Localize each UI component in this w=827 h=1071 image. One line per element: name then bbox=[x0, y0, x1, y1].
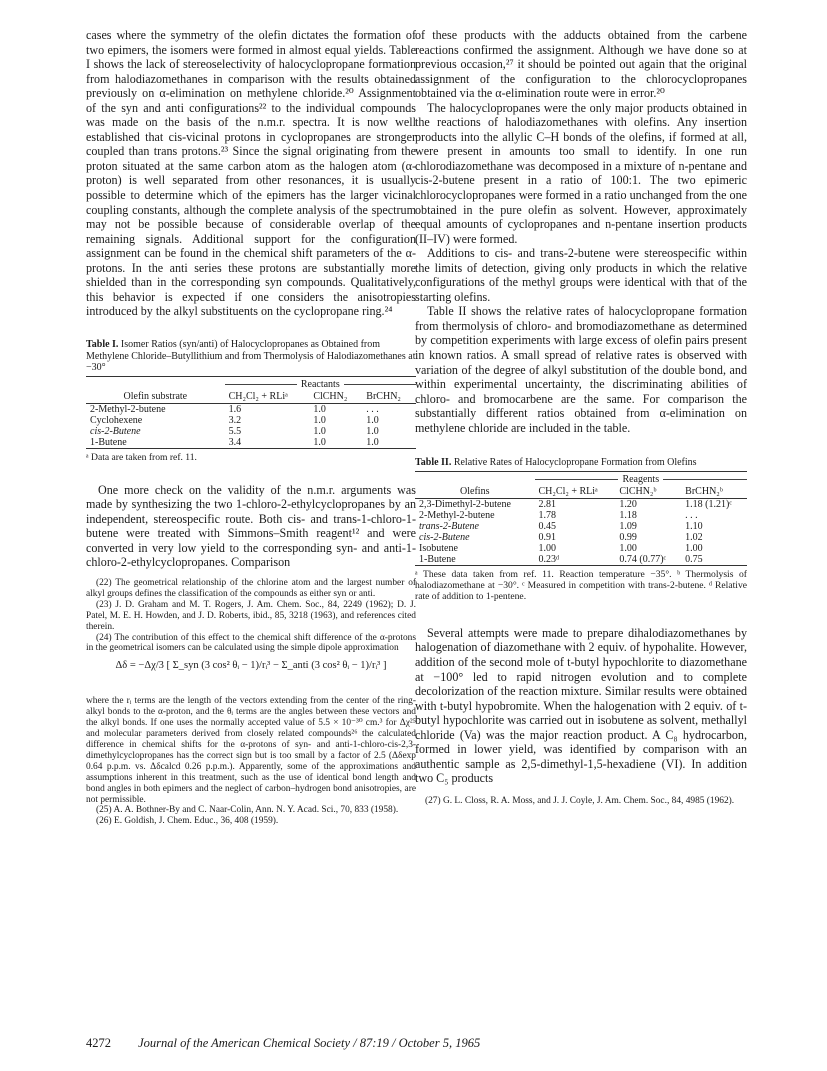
span-header: Reagents bbox=[622, 473, 660, 485]
paragraph: One more check on the validity of the n.m.r. arguments was made by synthesizing the two 1-chloro-2-ethylcyclopropanes by an independent, stereospecific route. Both cis- and trans-1-chloro-1-butene were treated with Simmons–Smith reagent¹² and were converted in very low yield to the corresponding syn- and anti-1-chloro-2-ethylcyclopropanes. Comparison bbox=[86, 482, 416, 570]
footnote: (26) E. Goldish, J. Chem. Educ., 36, 408 (1959). bbox=[96, 816, 279, 827]
table-row: 2,3-Dimethyl-2-butene 2.81 1.20 1.18 (1.21)ᶜ bbox=[419, 498, 732, 510]
page-footer bbox=[86, 1036, 736, 1051]
footnote: (23) J. D. Graham and M. T. Rogers, J. Am. Chem. Soc., 84, 2249 (1962); D. J. Patel, M. E. H. Howden, and J. D. Roberts, ibid., 85, 3218 (1963), and references cited therein. bbox=[86, 599, 416, 632]
column-header: CH₂Cl₂ + RLiᵃ bbox=[228, 390, 288, 402]
table-row: Cyclohexene 3.2 1.0 1.0 bbox=[90, 414, 379, 426]
footnote: (24) The contribution of this effect to the chemical shift difference of the α-protons in the geometrical isomers can be calculated using the simple dipole approximation bbox=[86, 632, 416, 654]
right-column bbox=[415, 28, 747, 807]
table-1 bbox=[86, 339, 416, 463]
formula-text: Δδ = −Δχ/3 [ Σ_syn (3 cos² θᵢ − 1)/rᵢ³ − Σ_anti (3 cos² θᵢ − 1)/rᵢ³ ] bbox=[115, 660, 387, 672]
table-footnote: ᵃ Data are taken from ref. 11. bbox=[86, 451, 197, 463]
column-header: ClCHN₂ᵇ bbox=[619, 485, 657, 497]
footnote: (22) The geometrical relationship of the chlorine atom and the largest number of alkyl groups defines the classification of the compounds as either syn or anti. bbox=[86, 578, 416, 599]
table-caption-text: Isomer Ratios (syn/anti) of Halocyclopropanes as Obtained from Methylene Chloride–Butyllithium and from Thermolysis of Halodiazomethanes at −30° bbox=[86, 338, 416, 374]
column-header: BrCHN₂ bbox=[366, 390, 401, 402]
column-header: Olefins bbox=[460, 485, 490, 497]
table-label: Table II. bbox=[415, 457, 452, 469]
journal-citation: Journal of the American Chemical Society / 87:19 / October 5, 1965 bbox=[138, 1036, 481, 1050]
footnote: (27) G. L. Closs, R. A. Moss, and J. J. Coyle, J. Am. Chem. Soc., 84, 4985 (1962). bbox=[425, 795, 735, 806]
column-header: ClCHN₂ bbox=[313, 390, 348, 402]
table-row: cis-2-Butene 0.91 0.99 1.02 bbox=[419, 531, 703, 543]
table-row: 1-Butene 0.23ᵈ 0.74 (0.77)ᶜ 0.75 bbox=[415, 554, 747, 566]
footnote: (25) A. A. Bothner-By and C. Naar-Colin, Ann. N. Y. Acad. Sci., 70, 833 (1958). bbox=[96, 805, 399, 816]
table-2 bbox=[415, 457, 747, 602]
paragraph: Several attempts were made to prepare dihalodiazomethanes by halogenation of diazomethane with 2 equiv. of hypohalite. However, addition of the second mole of t-butyl hypochlorite to diazomethane at −100° led to rapid nitrogen evolution and to complete decolorization of the reaction mixture. Similar results were obtained with t-butyl hypobromite. When the halogenation with 2 equiv. of t-butyl hypochlorite was carried out in isobutene as solvent, methallyl chloride (Va) was the major reaction product. A C₈ hydrocarbon, formed in lower yield, was identified by comparison with an authentic sample as 2,5-dimethyl-1,5-hexadiene (VI). In addition two C₅ products bbox=[415, 625, 747, 786]
paragraph: Table II shows the relative rates of halocyclopropane formation from thermolysis of chloro- and bromodiazomethane as determined by competition experiments with large excess of olefin pairs present in known ratios. A small spread of relative rates is observed with variation of the degree of alkyl substitution of the double bond, and within experimental uncertainty, the discriminating abilities of chloro- and bromocarbene are the same. For comparison the substantially different ratios obtained from α-elimination on methylene chloride are included in the table. bbox=[415, 304, 747, 435]
paragraph: of these products with the adducts obtained from the carbene reactions confirmed the assignment. Although we have done so at previous occasion,²⁷ it should be pointed out again that the original assignment of the configuration to the chlorocyclopropanes obtained via the α-elimination route were in error.²⁰ bbox=[415, 28, 747, 101]
table-row: 2-Methyl-2-butene 1.78 1.18 . . . bbox=[419, 509, 698, 521]
footnote: where the rᵢ terms are the length of the vectors extending from the center of the ring-alkyl bonds to the α-proton, and the θᵢ terms are the angles between these vectors and the alkyl bonds. If one uses the normally accepted value of 5.5 × 10⁻³⁰ cm.³ for Δχ²⁵ and molecular parameters derived from closely related compounds²⁶ the calculated difference in chemical shifts for the α-protons of syn- and anti-1-chloro-cis-2,3-dimethylcyclopropanes has the correct sign but is too small by a factor of 2.5 (Δδexp 0.64 p.p.m. vs. Δδcalcd 0.26 p.p.m.). Apparently, some of the approximations and assumptions inherent in this treatment, such as the use of identical bond length and bond angles in both epimers and the neglect of carbon–hydrogen bond anisotropies, are not permissible. bbox=[86, 696, 416, 805]
table-row: 2-Methyl-2-butene 1.6 1.0 . . . bbox=[90, 403, 379, 415]
table-row: trans-2-Butene 0.45 1.09 1.10 bbox=[419, 520, 703, 532]
column-header: Olefin substrate bbox=[123, 390, 188, 402]
span-header: Reactants bbox=[300, 378, 340, 390]
left-column bbox=[86, 28, 416, 827]
column-header: BrCHN₂ᵇ bbox=[685, 485, 723, 497]
table-caption bbox=[86, 339, 416, 374]
table-caption-text: Relative Rates of Halocyclopropane Formation from Olefins bbox=[453, 457, 697, 469]
table-row: 1-Butene 3.4 1.0 1.0 bbox=[86, 437, 416, 449]
column-header: CH₂Cl₂ + RLiᵃ bbox=[538, 485, 598, 497]
paragraph: Additions to cis- and trans-2-butene were stereospecific within the limits of detection, giving only products in which the relative configurations of the methyl groups were identical with that of the starting olefins. bbox=[415, 246, 747, 304]
formula bbox=[86, 660, 416, 690]
table-footnote: ᵃ These data taken from ref. 11. Reaction temperature −35°. ᵇ Thermolysis of halodiazomethane at −30°. ᶜ Measured in competition with trans-2-butene. ᵈ Relative rate of addition to 1-pentene. bbox=[415, 568, 747, 602]
paragraph: cases where the symmetry of the olefin dictates the formation of two epimers, the isomers were formed in almost equal yields. Table I shows the lack of stereoselectivity of halocyclopropane formation from halodiazomethanes in comparison with the results obtained previously on α-elimination on methylene chloride.²⁰ Assignment of the syn and anti configurations²² to the individual compounds was made on the basis of the n.m.r. spectra. It is now well established that cis-vicinal protons in cyclopropanes are stronger coupled than trans protons.²³ Since the signal originating from the proton situated at the same carbon atom as the halogen atom (α-proton) is well separated from other resonances, it is usually possible to determine which of the epimers has the larger vicinal coupling constants, although the complete analysis of the spectrum may not be possible because of considerable overlap of the remaining signals. Additional support for the configuration assignment can be found in the chemical shift parameters of the α-protons. In the anti series these protons are substantially more shielded than in the corresponding syn compounds. Qualitatively, this behavior is expected if one considers the anisotropies introduced by the alkyl substituents on the cyclopropane ring.²⁴ bbox=[86, 28, 416, 319]
table-row: Isobutene 1.00 1.00 1.00 bbox=[419, 542, 703, 554]
footnotes bbox=[415, 796, 747, 807]
page-number: 4272 bbox=[86, 1036, 111, 1050]
paragraph: The halocyclopropanes were the only major products obtained in the reactions of halodiazomethanes with olefins. Any insertion products into the allylic C–H bonds of the olefins, if formed at all, were present in amounts too small to identify. In one run chlorodiazomethane was decomposed in a mixture of n-pentane and cis-2-butene present in a ratio of 100:1. The two epimeric chlorocyclopropanes were formed in a ratio unchanged from the one obtained in the pure olefin as solvent. However, approximately equal amounts of cyclopropanes and n-pentane insertion products (II–IV) were formed. bbox=[415, 100, 747, 246]
footnotes bbox=[86, 578, 416, 827]
table-row: cis-2-Butene 5.5 1.0 1.0 bbox=[90, 425, 379, 437]
table-caption bbox=[415, 457, 747, 469]
table-label: Table I. bbox=[86, 338, 119, 350]
